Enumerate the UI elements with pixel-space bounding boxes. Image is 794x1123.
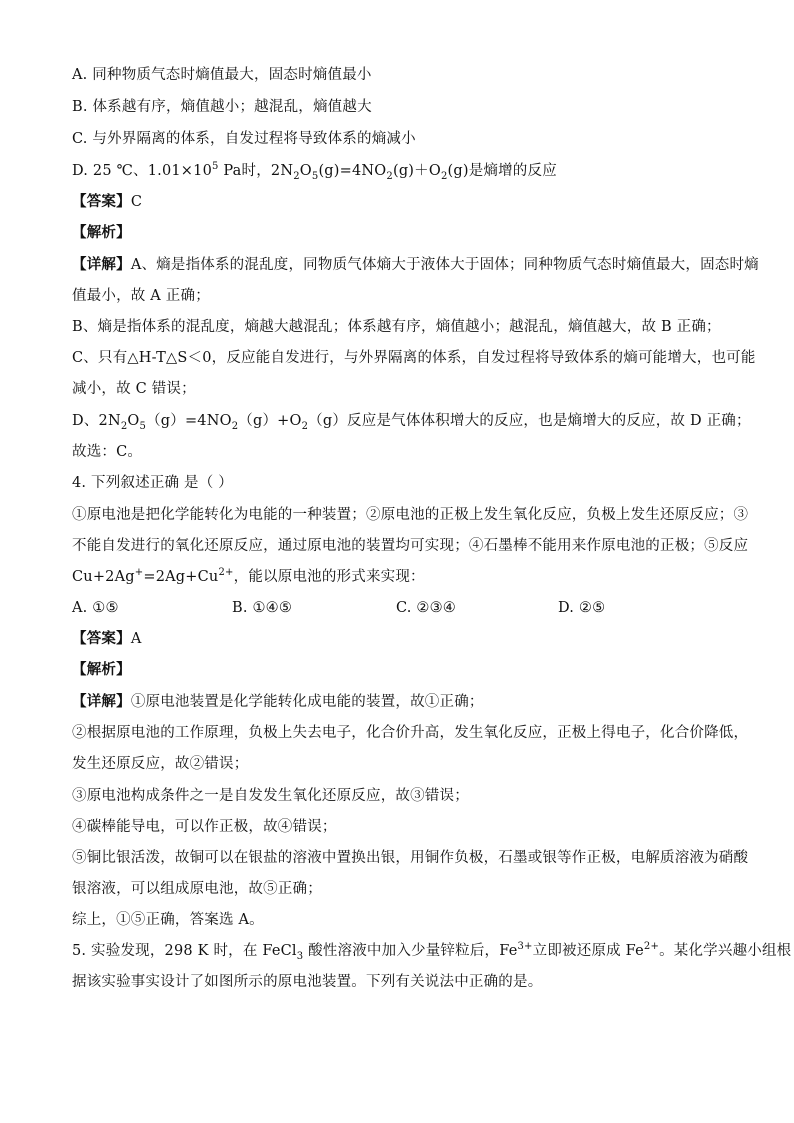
q4-detail-3: 发生还原反应，故②错误； bbox=[72, 756, 249, 772]
q3-analysis-tag: 【解析】 bbox=[72, 225, 131, 241]
q3-detail-3: B、熵是指体系的混乱度，熵越大越混乱；体系越有序，熵值越小；越混乱，熵值越大，故 B 正确； bbox=[72, 319, 721, 335]
q4-option-d: D. ②⑤ bbox=[558, 600, 606, 616]
q3-option-c: C. 与外界隔离的体系，自发过程将导致体系的熵减小 bbox=[72, 131, 416, 147]
q3-conclusion: 故选：C。 bbox=[72, 444, 143, 460]
q3-detail-2: 值最小，故 A 正确； bbox=[72, 288, 210, 304]
q3-detail-6: D、$2N_2O_5(g)=4NO_2(g)+O_2(g)$反应是气体体积增大的反应，也是熵增大的反应，故 D 正确； bbox=[72, 413, 751, 432]
q4-stem: 4. 下列叙述正确 是（ ） bbox=[72, 475, 233, 491]
q4-analysis-tag: 【解析】 bbox=[72, 662, 131, 678]
q4-text-3: $Cu+2Ag^+=2Ag+Cu^{2+}$，能以原电池的形式来实现： bbox=[72, 567, 425, 585]
q4-detail-7: 银溶液，可以组成原电池，故⑤正确； bbox=[72, 881, 322, 897]
q4-option-b: B. ①④⑤ bbox=[232, 600, 293, 616]
q4-conclusion: 综上，①⑤正确，答案选 A。 bbox=[72, 912, 264, 928]
q3-option-a: A. 同种物质气态时熵值最大，固态时熵值最小 bbox=[72, 67, 372, 83]
q4-option-c: C. ②③④ bbox=[396, 600, 456, 616]
q5-stem-2: 据该实验事实设计了如图所示的原电池装置。下列有关说法中正确的是。 bbox=[72, 974, 543, 990]
q4-detail-6: ⑤铜比银活泼，故铜可以在银盐的溶液中置换出银，用铜作负极，石墨或银等作正极，电解质溶液为硝酸 bbox=[72, 850, 749, 866]
q3-detail-5: 减小，故 C 错误； bbox=[72, 381, 196, 397]
q4-option-a: A. ①⑤ bbox=[72, 600, 119, 616]
q4-answer: 【答案】A bbox=[72, 631, 142, 647]
q4-detail-4: ③原电池构成条件之一是自发发生氧化还原反应，故③错误； bbox=[72, 788, 469, 804]
q4-detail-1: 【详解】①原电池装置是化学能转化成电能的装置，故①正确； bbox=[72, 694, 484, 710]
answer-tag: 【答案】 bbox=[72, 194, 131, 210]
q3-option-b: B. 体系越有序，熵值越小；越混乱，熵值越大 bbox=[72, 99, 372, 115]
q5-stem: 5. 实验发现，298 K 时，在 FeCl$_3$ 酸性溶液中加入少量锌粒后，$Fe^{3+}$立即被还原成 $Fe^{2+}$。某化学兴趣小组根 bbox=[72, 941, 792, 962]
q4-detail-2: ②根据原电池的工作原理，负极上失去电子，化合价升高，发生氧化反应，正极上得电子，化合价降低， bbox=[72, 725, 749, 741]
detail-tag: 【详解】 bbox=[72, 694, 131, 710]
q3-option-d: D. 25 ℃、$1.01\times 10^5$ Pa时，$2N_2O_5(g)=4NO_2(g)+O_2(g)$是熵增的反应 bbox=[72, 161, 557, 182]
answer-tag: 【答案】 bbox=[72, 631, 131, 647]
detail-tag: 【详解】 bbox=[72, 257, 131, 273]
q4-text-1: ①原电池是把化学能转化为电能的一种装置；②原电池的正极上发生氧化反应，负极上发生还原反应；③ bbox=[72, 507, 749, 523]
q3-detail-4: C、只有△H-T△S＜0，反应能自发进行，与外界隔离的体系，自发过程将导致体系的熵可能增大，也可能 bbox=[72, 350, 756, 366]
q4-detail-5: ④碳棒能导电，可以作正极，故④错误； bbox=[72, 819, 337, 835]
q4-text-2: 不能自发进行的氧化还原反应，通过原电池的装置均可实现；④石墨棒不能用来作原电池的正极；⑤反应 bbox=[72, 538, 749, 554]
q3-detail-1: 【详解】A、熵是指体系的混乱度，同物质气体熵大于液体大于固体；同种物质气态时熵值最大，固态时熵 bbox=[72, 257, 759, 273]
q3-answer: 【答案】C bbox=[72, 194, 143, 210]
q4-options bbox=[72, 598, 732, 618]
